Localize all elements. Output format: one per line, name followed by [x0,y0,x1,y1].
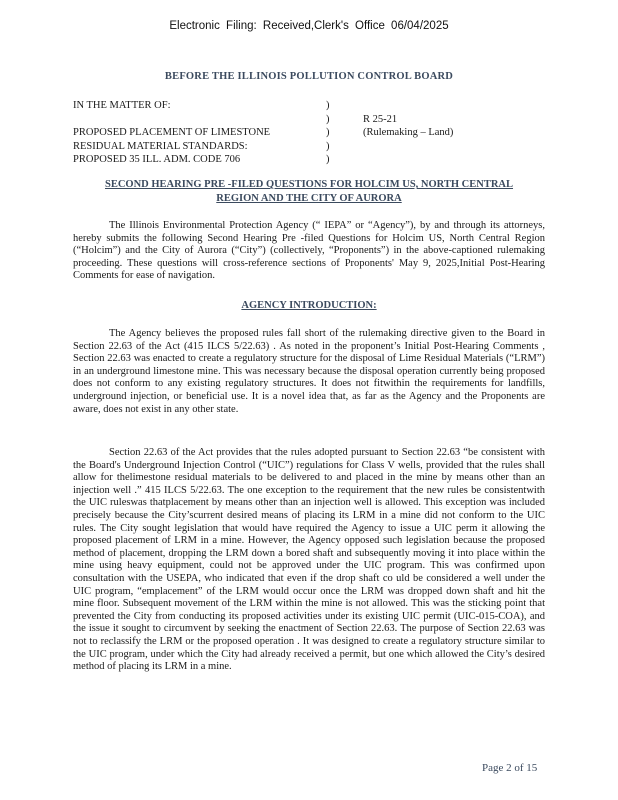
caption-row [73,126,553,140]
document-subtitle [73,178,545,206]
caption-paren: ) [326,127,330,139]
subtitle-line-2: REGION AND THE CITY OF AURORA [216,193,402,204]
caption-left: PROPOSED 35 ILL. ADM. CODE 706 [73,154,241,166]
section-heading: AGENCY INTRODUCTION: [241,300,377,311]
caption-paren: ) [326,113,330,125]
caption-left: PROPOSED PLACEMENT OF LIMESTONE [73,127,271,139]
docket-number: R 25-21 [363,113,398,125]
caption-row [73,99,553,113]
caption-row [73,140,553,154]
caption-paren: ) [326,140,330,152]
board-title: BEFORE THE ILLINOIS POLLUTION CONTROL BOARD [164,71,454,82]
page-number: Page 2 of 15 [482,762,538,774]
paragraph-2-text: Section 22.63 of the Act provides that the rules adopted pursuant to Section 22.63 “be consistent with the Board's Underground Injection Control (“UIC”) regulations for Class V wells, provided that the rules shall allow for thelimestone residual materials to be delivered to and placed in the mine by means other than an injection well .” 415 ILCS 5/22.63. The one exception to the requirement that the new rules be consistentwith the UIC ruleswas thatplacement by means other than an injection well is allowed. This exception was included precisely because the City’scurrent desired means of placing its LRM in a mine did not conform to the UIC rules. The City sought legislation that would have required the Agency to issue a UIC perm it allowing the proposed placement of LRM in a mine. However, the Agency opposed such legislation because the proposed method of placement, dropping the LRM down a bored shaft and subsequently moving it into place within the mine using heavy equipment, could not be approved under the UIC program. This was confirmed upon consultation with the USEPA, who indicated that even if the drop shaft co uld be considered a well under the UIC program, “emplacement” of the LRM would occur once the LRM was dropped down shaft and hit the mine floor. Subsequent movement of the LRM within the mine is not allowed. This was the sticking point that prevented the City from conducting its proposed activities under its existing UIC permit (UIC-015-COA), and the issue it sought to circumvent by seeking the enactment of Section 22.63. The purpose of Section 22.63 was not to reclassify the LRM or the proposed operation . It was designed to create a regulatory structure similar to the UIC program, under which the City had already received a permit, but one which allowed the City’s desired method of placing its LRM in a mine. [73,447,545,673]
intro-paragraph-text: The Illinois Environmental Protection Agency (“ IEPA” or “Agency”), by and through its attorneys, hereby submits the following Second Hearing Pre -filed Questions for Holcim US, North Central Region (“Holcim”) and the City of Aurora (“City”) (collectively, “Proponents”) in the above-captioned rulemaking proceeding. These questions will cross-reference sections of Proponents' May 9, 2025,Initial Post-Hearing Comments for ease of navigation. [73,220,545,282]
filing-stamp: Electronic Filing: Received,Clerk's Office 06/04/2025 [169,20,449,32]
caption-left: RESIDUAL MATERIAL STANDARDS: [73,140,248,152]
intro-paragraph [73,220,545,283]
subtitle-line-1: SECOND HEARING PRE -FILED QUESTIONS FOR HOLCIM US, NORTH CENTRAL [104,179,514,190]
rulemaking-type: (Rulemaking – Land) [363,127,454,139]
paragraph-2 [73,447,545,674]
paragraph-1-text: The Agency believes the proposed rules fall short of the rulemaking directive given to the Board in Section 22.63 of the Act (415 ILCS 5/22.63) . As noted in the proponent’s Initial Post-Hearing Comments , Section 22.63 was enacted to create a regulatory structure for the disposal of Lime Residual Materials (“LRM”) in an underground limestone mine. This was necessary because the disposal operation currently being proposed does not conform to any existing regulatory structures. It does not fitwithin the requirements for landfills, underground injection, or beneficial use. It is a novel idea that, as far as the Agency and the Proponents are aware, does not exist in any other state. [73,328,545,415]
caption-left: IN THE MATTER OF: [73,100,171,111]
caption-paren: ) [326,100,330,111]
paragraph-1 [73,328,545,416]
caption-row [73,153,553,167]
case-caption [73,99,553,167]
caption-row [73,113,553,127]
caption-paren: ) [326,154,330,166]
